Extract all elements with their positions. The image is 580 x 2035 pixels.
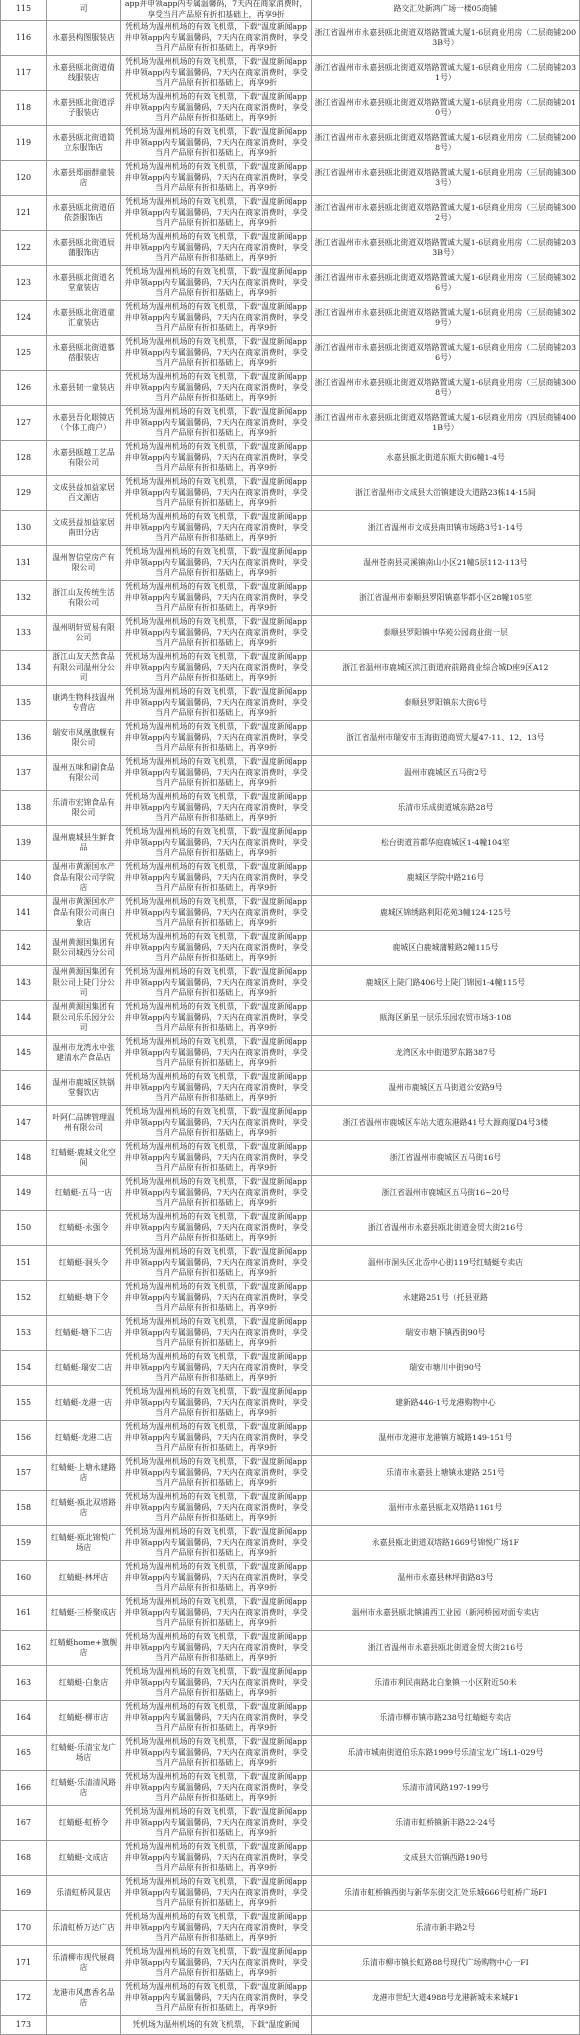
merchant-address: 浙江省温州市文成县南田镇市场路3号1-14号: [311, 511, 579, 546]
table-row: [1, 1946, 580, 1981]
table-row: [1, 441, 580, 476]
offer-text: 凭机场为温州机场的有效飞机票，下载"温度新闻app并申领app内专属温馨码，7天内在商家消费时，享受当月产品原有折扣基础上，再享9折: [121, 1491, 312, 1526]
merchant-name: 红蜻蜓-五马一店: [46, 1176, 120, 1211]
table-row: [1, 861, 580, 896]
merchant-name: 温州明轩贸易有限公司: [46, 616, 120, 651]
row-number: 154: [1, 1351, 47, 1386]
merchant-address: 浙江省温州市永嘉县瓯北街道金贸大街216号: [311, 1211, 579, 1246]
row-number: 122: [1, 231, 47, 266]
table-row-partial-top: [1, 0, 580, 21]
merchant-name: 乐清虹桥万达广店: [46, 1911, 120, 1946]
offer-text: 凭机场为温州机场的有效飞机票，下载"温度新闻app并申领app内专属温馨码，7天内在商家消费时，享受当月产品原有折扣基础上，再享9折: [121, 1666, 312, 1701]
merchant-address: 鹿城区白鹿城蒲鞋路2幢115号: [311, 931, 579, 966]
row-number: 131: [1, 546, 47, 581]
merchant-name: 红蜻蜓-上塘永建路店: [46, 1456, 120, 1491]
merchant-address: 永嘉县瓯北街道东瓯大街6幢1-4号: [311, 441, 579, 476]
table-row: [1, 196, 580, 231]
row-number: 149: [1, 1176, 47, 1211]
offer-text: 凭机场为温州机场的有效飞机票，下载"温度新闻app并申领app内专属温馨码，7天内在商家消费时，享受当月产品原有折扣基础上，再享9折: [121, 1596, 312, 1631]
row-number: 148: [1, 1141, 47, 1176]
merchant-name: 乐清虹桥风景店: [46, 1876, 120, 1911]
offer-text: 凭机场为温州机场的有效飞机票，下载"温度新闻app并申领app内专属温馨码，7天内在商家消费时，享受当月产品原有折扣基础上，再享9折: [121, 1001, 312, 1036]
merchant-address: 乐清市城南街道伯乐东路1999号乐清宝龙广场L1-029号: [311, 1736, 579, 1771]
merchant-address: 浙江省温州市鹿城区五马街16~20号: [311, 1176, 579, 1211]
merchant-name: 瑞安市凤凰旗舰有限公司: [46, 721, 120, 756]
merchant-address: 瓯海区新星一层乐乐园农贸市场3-108: [311, 1001, 579, 1036]
merchant-name: 叶阿仁品牌管理温州有限公司: [46, 1106, 120, 1141]
merchant-address: 浙江省温州市泰顺县罗阳镇嘉华都小区28幢105室: [311, 581, 579, 616]
table-row: [1, 966, 580, 1001]
merchant-name: 红蜻蜓-瓯北锦悦广场店: [46, 1526, 120, 1561]
offer-text: 凭机场为温州机场的有效飞机票，下载"温度新闻app并申领app内专属温馨码，7天内在商家消费时，享受当月产品原有折扣基础上，再享9折: [121, 1211, 312, 1246]
table-row: [1, 1141, 580, 1176]
row-number: 127: [1, 406, 47, 441]
merchant-name: 温州市龙湾永中张建清水产食品店: [46, 1036, 120, 1071]
row-number: 146: [1, 1071, 47, 1106]
merchant-address: 温州市永嘉县瓯北双塔路1161号: [311, 1491, 579, 1526]
offer-text: 凭机场为温州机场的有效飞机票，下载"温度新闻app并申领app内专属温馨码，7天内在商家消费时，享受当月产品原有折扣基础上，再享9折: [121, 1561, 312, 1596]
table-row: [1, 21, 580, 56]
table-row: [1, 91, 580, 126]
row-number: 158: [1, 1491, 47, 1526]
table-row: [1, 1281, 580, 1316]
row-number: 116: [1, 21, 47, 56]
table-row: [1, 791, 580, 826]
merchant-name: 红蜻蜓home+旗舰店: [46, 1631, 120, 1666]
row-number: 153: [1, 1316, 47, 1351]
merchant-address: 浙江省温州市永嘉县瓯北街道双塔路置诚大厦1-6层商业用房（三层商铺3008号）: [311, 371, 579, 406]
row-number: 172: [1, 1981, 47, 2016]
merchant-name: 永嘉县瓯北街道倩线服装店: [46, 56, 120, 91]
merchant-address: 乐清市虹桥镇西街与新华东街交汇处乐城666号虹桥广场FI: [311, 1876, 579, 1911]
merchant-name: 永嘉县韧一童装店: [46, 371, 120, 406]
row-number: 157: [1, 1456, 47, 1491]
table-row: [1, 651, 580, 686]
table-row: [1, 336, 580, 371]
merchant-address: 建新路446-1号龙港购物中心: [311, 1386, 579, 1421]
merchant-name: 温州智信堂房产有限公司: [46, 546, 120, 581]
offer-text: 凭机场为温州机场的有效飞机票，下载"温度新闻app并申领app内专属温馨码，7天内在商家消费时，享受当月产品原有折扣基础上，再享9折: [121, 336, 312, 371]
offer-text: 凭机场为温州机场的有效飞机票，下载"温度新闻app并申领app内专属温馨码，7天内在商家消费时，享受当月产品原有折扣基础上，再享9折: [121, 1526, 312, 1561]
offer-text: 凭机场为温州机场的有效飞机票，下载"温度新闻app并申领app内专属温馨码，7天内在商家消费时，享受当月产品原有折扣基础上，再享9折: [121, 826, 312, 861]
merchant-name: 永嘉县瓯北街道浮子服装店: [46, 91, 120, 126]
merchant-name: 温州市黄源国水产食品有限公司南白象店: [46, 896, 120, 931]
table-row: [1, 756, 580, 791]
row-number: 142: [1, 931, 47, 966]
merchant-address: 泰顺县罗阳镇东大街6号: [311, 686, 579, 721]
table-row: [1, 1386, 580, 1421]
row-number: 121: [1, 196, 47, 231]
table-row: [1, 896, 580, 931]
row-number: 161: [1, 1596, 47, 1631]
offer-text: 凭机场为温州机场的有效飞机票，下载"温度新闻app并申领app内专属温馨码，7天内在商家消费时，享受当月产品原有折扣基础上，再享9折: [121, 1421, 312, 1456]
merchant-address: 浙江省温州市永嘉县瓯北街道双塔路置诚大厦1-6层商业用房（三层商铺3029号）: [311, 301, 579, 336]
merchant-address: 温州市鹿城区五马街2号: [311, 756, 579, 791]
merchant-address: 温州市龙港市龙港镇方城路149-151号: [311, 1421, 579, 1456]
offer-text: 凭机场为温州机场的有效飞机票，下载"温度新闻app并申领app内专属温馨码，7天内在商家消费时，享受当月产品原有折扣基础上，再享9折: [121, 1841, 312, 1876]
row-number: 173: [1, 2016, 47, 2035]
merchant-name: 乐清柳市现代展商店: [46, 1946, 120, 1981]
table-row: [1, 1351, 580, 1386]
offer-text: 凭机场为温州机场的有效飞机票，下载"温度新闻app并申领app内专属温馨码，7天内在商家消费时，享受当月产品原有折扣基础上，再享9折: [121, 1351, 312, 1386]
row-number: 166: [1, 1771, 47, 1806]
offer-text: 凭机场为温州机场的有效飞机票，下载"温度新闻app并申领app内专属温馨码，7天内在商家消费时，享受当月产品原有折扣基础上，再享9折: [121, 371, 312, 406]
table-row: [1, 406, 580, 441]
table-row: [1, 721, 580, 756]
table-row: [1, 1246, 580, 1281]
table-row: [1, 126, 580, 161]
offer-text: 凭机场为温州机场的有效飞机票，下载"温度新闻app并申领app内专属温馨码，7天内在商家消费时，享受当月产品原有折扣基础上，再享9折: [121, 1911, 312, 1946]
merchant-address: 温州苍南县灵溪镇南山小区21幢5层112-113号: [311, 546, 579, 581]
table-row: [1, 1631, 580, 1666]
row-number: 119: [1, 126, 47, 161]
merchant-name: 红蜻蜓-塘下二店: [46, 1316, 120, 1351]
merchant-address: 浙江省温州市鹿城区五马街16号: [311, 1141, 579, 1176]
offer-text: 凭机场为温州机场的有效飞机票，下载"温度新闻app并申领app内专属温馨码，7天内在商家消费时，享受当月产品原有折扣基础上，再享9折: [121, 476, 312, 511]
table-row: [1, 476, 580, 511]
merchant-name: 温州黄源国集团有限公司上陡门分公司: [46, 966, 120, 1001]
merchant-name: 永嘉县郑丽群童装店: [46, 161, 120, 196]
merchant-name: 红蜻蜓-塘下令: [46, 1281, 120, 1316]
row-number: 126: [1, 371, 47, 406]
table-row: [1, 1071, 580, 1106]
table-row: [1, 161, 580, 196]
merchant-name: 红蜻蜓-龙港二店: [46, 1421, 120, 1456]
offer-text: 凭机场为温州机场的有效飞机票，下载"温度新闻app并申领app内专属温馨码，7天内在商家消费时，享受当月产品原有折扣基础上，再享9折: [121, 1981, 312, 2016]
merchant-address: 乐清市新丰路2号: [311, 1911, 579, 1946]
merchant-address: 松台街道首都华庭鹿城区1-4幢104室: [311, 826, 579, 861]
table-row: [1, 56, 580, 91]
offer-text: 凭机场为温州机场的有效飞机票，下载"温度新闻app并申领app内专属温馨码，7天内在商家消费时，享受当月产品原有折扣基础上，再享9折: [121, 56, 312, 91]
merchant-name: 红蜻蜓-瑞安二店: [46, 1351, 120, 1386]
merchant-address: 浙江省温州市永嘉县瓯北街道双塔路置诚大厦1-6层商业用房（四层商铺4001B号）: [311, 406, 579, 441]
row-number: 129: [1, 476, 47, 511]
row-number: 165: [1, 1736, 47, 1771]
merchant-name: 永嘉县瓯北街道简立东服饰店: [46, 126, 120, 161]
row-number: 128: [1, 441, 47, 476]
table-row: [1, 1491, 580, 1526]
table-row: [1, 1876, 580, 1911]
row-number: 139: [1, 826, 47, 861]
table-row: [1, 1036, 580, 1071]
table-row: [1, 266, 580, 301]
table-row: [1, 1771, 580, 1806]
offer-text: 凭机场为温州机场的有效飞机票，下载"温度新闻app并申领app内专属温馨码，7天内在商家消费时，享受当月产品原有折扣基础上，再享9折: [121, 1631, 312, 1666]
table-row: [1, 1701, 580, 1736]
table-row: [1, 301, 580, 336]
row-number: 115: [1, 0, 47, 21]
row-number: 169: [1, 1876, 47, 1911]
offer-text: 凭机场为温州机场的有效飞机票，下载"温度新闻app并申领app内专属温馨码，7天内在商家消费时，享受当月产品原有折扣基础上，再享9折: [121, 1106, 312, 1141]
merchant-name: 红蜻蜓-文成店: [46, 1841, 120, 1876]
offer-text: 凭机场为温州机场的有效飞机票，下载"温度新闻app并申领app内专属温馨码，7天内在商家消费时，享受当月产品原有折扣基础上，再享9折: [121, 301, 312, 336]
row-number: 141: [1, 896, 47, 931]
row-number: 159: [1, 1526, 47, 1561]
merchant-name: 红蜻蜓-柳市店: [46, 1701, 120, 1736]
row-number: 133: [1, 616, 47, 651]
merchant-name: 红蜻蜓-永强令: [46, 1211, 120, 1246]
merchant-table-body: [1, 0, 580, 2035]
merchant-address: 浙江省温州市永嘉县瓯北街道双塔路置诚大厦1-6层商业用房（二层商铺2033B号）: [311, 231, 579, 266]
table-row: [1, 1561, 580, 1596]
table-row: [1, 371, 580, 406]
row-number: 125: [1, 336, 47, 371]
offer-text: 凭机场为温州机场的有效飞机票，下载"温度新闻app并申领app内专属温馨码，7天内在商家消费时，享受当月产品原有折扣基础上，再享9折: [121, 231, 312, 266]
merchant-address: 温州市洞头区北岙中心街119号红蜻蜓专卖店: [311, 1246, 579, 1281]
row-number: 171: [1, 1946, 47, 1981]
merchant-name: 浙江山友天然食品有限公司温州分公司: [46, 651, 120, 686]
merchant-address: 永建路251号（托县亚路: [311, 1281, 579, 1316]
merchant-address: 泰顺县罗阳镇中华苑公园商业街一层: [311, 616, 579, 651]
merchant-name: 永嘉县瓯北街道佰依荟服饰店: [46, 196, 120, 231]
table-row: [1, 1176, 580, 1211]
merchant-name: 浙江山友传统生活有限公司: [46, 581, 120, 616]
merchant-address: 乐清市柳市镇长虹路88号现代广场购物中心一FI: [311, 1946, 579, 1981]
table-row: [1, 826, 580, 861]
table-row: [1, 231, 580, 266]
offer-text: 凭机场为温州机场的有效飞机票，下载"温度新闻app并申领app内专属温馨码，7天内在商家消费时，享受当月产品原有折扣基础上，再享9折: [121, 1036, 312, 1071]
row-number: 145: [1, 1036, 47, 1071]
offer-text: 凭机场为温州机场的有效飞机票，下载"温度新闻app并申领app内专属温馨码，7天内在商家消费时，享受当月产品原有折扣基础上，再享9折: [121, 686, 312, 721]
merchant-address: 瑞安市塘川中街90号: [311, 1351, 579, 1386]
merchant-name: 司: [46, 0, 120, 21]
row-number: 135: [1, 686, 47, 721]
offer-text: 凭机场为温州机场的有效飞机票，下载"温度新闻app并申领app内专属温馨码，7天内在商家消费时，享受当月产品原有折扣基础上，再享9折: [121, 651, 312, 686]
offer-text: 凭机场为温州机场的有效飞机票，下载"温度新闻app并申领app内专属温馨码，7天内在商家消费时，享受当月产品原有折扣基础上，再享9折: [121, 1876, 312, 1911]
merchant-address: 路交汇处新鸿广场一楼05商铺: [311, 0, 579, 21]
merchant-name: 乐清市宏锦食品有限公司: [46, 791, 120, 826]
merchant-name: 温州市黄源国水产食品有限公司学院店: [46, 861, 120, 896]
merchant-address: 乐清市清风路197-199号: [311, 1771, 579, 1806]
table-row: [1, 1736, 580, 1771]
merchant-name: 红蜻蜓-洞头令: [46, 1246, 120, 1281]
merchant-address: 浙江省温州市永嘉县瓯北街道双塔路置诚大厦1-6层商业用房（三层商铺3002号）: [311, 196, 579, 231]
merchant-address: 乐清市利民南路北白象镇一小区附近50米: [311, 1666, 579, 1701]
offer-text: 凭机场为温州机场的有效飞机票，下载"温度新闻app并申领app内专属温馨码，7天内在商家消费时，享受当月产品原有折扣基础上，再享9折: [121, 1071, 312, 1106]
row-number: 120: [1, 161, 47, 196]
row-number: 164: [1, 1701, 47, 1736]
table-row: [1, 1211, 580, 1246]
merchant-name: 文成县益加益家居百文源店: [46, 476, 120, 511]
row-number: 150: [1, 1211, 47, 1246]
row-number: 162: [1, 1631, 47, 1666]
offer-text: 凭机场为温州机场的有效飞机票，下载"温度新闻app并申领app内专属温馨码，7天内在商家消费时，享受当月产品原有折扣基础上，再享9折: [121, 91, 312, 126]
offer-text: 凭机场为温州机场的有效飞机票，下载"温度新闻app并申领app内专属温馨码，7天内在商家消费时，享受当月产品原有折扣基础上，再享9折: [121, 1246, 312, 1281]
merchant-name: 永嘉县构图服装店: [46, 21, 120, 56]
merchant-address: 浙江省温州市鹿城区滨江街道府前路商业综合城D座9区A12: [311, 651, 579, 686]
offer-text: 凭机场为温州机场的有效飞机票，下载"温度新闻app并申领app内专属温馨码，7天内在商家消费时，享受当月产品原有折扣基础上，再享9折: [121, 756, 312, 791]
merchant-address: 浙江省温州市永嘉县瓯北街道双塔路置诚大厦1-6层商业用房（三层商铺3026号）: [311, 266, 579, 301]
merchant-address: 鹿城区学院中路216号: [311, 861, 579, 896]
offer-text: 凭机场为温州机场的有效飞机票，下载"温度新闻app并申领app内专属温馨码，7天内在商家消费时，享受当月产品原有折扣基础上，再享9折: [121, 1946, 312, 1981]
merchant-name: 红蜻蜓-龙港一店: [46, 1386, 120, 1421]
merchant-address: 温州市永嘉县林坪街路83号: [311, 1561, 579, 1596]
row-number: 130: [1, 511, 47, 546]
merchant-name: 温州五味和副食品有限公司: [46, 756, 120, 791]
offer-text: 凭机场为温州机场的有效飞机票，下载"温度新闻app并申领app内专属温馨码，7天内在商家消费时，享受当月产品原有折扣基础上，再享9折: [121, 266, 312, 301]
row-number: 124: [1, 301, 47, 336]
offer-text: 凭机场为温州机场的有效飞机票，下载"温度新闻app并申领app内专属温馨码，7天内在商家消费时，享受当月产品原有折扣基础上，再享9折: [121, 1736, 312, 1771]
table-row: [1, 616, 580, 651]
row-number: 170: [1, 1911, 47, 1946]
merchant-address: 乐清市乐成街道城东路28号: [311, 791, 579, 826]
table-row: [1, 1981, 580, 2016]
row-number: 163: [1, 1666, 47, 1701]
merchant-address: 瑞安市塘下镇西街90号: [311, 1316, 579, 1351]
table-row: [1, 1596, 580, 1631]
merchant-name: 龙港市风惠香名品店: [46, 1981, 120, 2016]
table-row: [1, 1841, 580, 1876]
merchant-name: 温州市鹿城区铁锅堂餐饮店: [46, 1071, 120, 1106]
merchant-name: 红蜻蜓-瓯北双塔路店: [46, 1491, 120, 1526]
merchant-name: 永嘉县吾化眼镜店（个体工商户）: [46, 406, 120, 441]
table-row: [1, 1806, 580, 1841]
merchant-address: 温州市鹿城区五马街道公安路9号: [311, 1071, 579, 1106]
offer-text: 凭机场为温州机场的有效飞机票，下载"温度新闻app并申领app内专属温馨码，7天内在商家消费时，享受当月产品原有折扣基础上，再享9折: [121, 1771, 312, 1806]
row-number: 143: [1, 966, 47, 1001]
offer-text: 凭机场为温州机场的有效飞机票，下载"温度新闻app并申领app内专属温馨码，7天内在商家消费时，享受当月产品原有折扣基础上，再享9折: [121, 546, 312, 581]
offer-text: 凭机场为温州机场的有效飞机票，下载"温度新闻app并申领app内专属温馨码，7天内在商家消费时，享受当月产品原有折扣基础上，再享9折: [121, 616, 312, 651]
merchant-address: 浙江省温州市永嘉县瓯北街道双塔路置诚大厦1-6层商业用房（二层商铺2010号）: [311, 91, 579, 126]
offer-text: 凭机场为温州机场的有效飞机票，下载"温度新闻app并申领app内专属温馨码，7天内在商家消费时，享受当月产品原有折扣基础上，再享9折: [121, 791, 312, 826]
merchant-address: 浙江省温州市瑞安市玉海街道商贸大厦47-11、12、13号: [311, 721, 579, 756]
row-number: 151: [1, 1246, 47, 1281]
merchant-address: 浙江省温州市永嘉县瓯北街道双塔路置诚大厦1-6层商业用房（三层商铺3003号）: [311, 161, 579, 196]
merchant-address: 永嘉县瓯北街道双塔路1669号锦悦广场1F: [311, 1526, 579, 1561]
merchant-address: 浙江省温州市永嘉县瓯北街道金贸大街216号: [311, 1631, 579, 1666]
merchant-address: 乐清市虹桥镇新丰路22-24号: [311, 1806, 579, 1841]
table-row: [1, 1316, 580, 1351]
row-number: 137: [1, 756, 47, 791]
merchant-address: 乐清市柳市镇市路238号红蜻蜓专卖店: [311, 1701, 579, 1736]
table-row-partial-bottom: [1, 2016, 580, 2035]
merchant-name: 温州黄源国集团有限公司乐乐园分公司: [46, 1001, 120, 1036]
merchant-name: 红蜻蜓-三桥聚成店: [46, 1596, 120, 1631]
merchant-name: 永嘉县瓯北街道辰蒲服饰店: [46, 231, 120, 266]
offer-text: 凭机场为温州机场的有效飞机票，下载"温度新闻app并申领app内专属温馨码，7天内在商家消费时，享受当月产品原有折扣基础上，再享9折: [121, 1141, 312, 1176]
merchant-name: 红蜻蜓-白象店: [46, 1666, 120, 1701]
offer-text: 凭机场为温州机场的有效飞机票，下载"温度新闻app并申领app内专属温馨码，7天内在商家消费时，享受当月产品原有折扣基础上，再享9折: [121, 161, 312, 196]
row-number: 132: [1, 581, 47, 616]
row-number: 168: [1, 1841, 47, 1876]
table-row: [1, 511, 580, 546]
offer-text: 凭机场为温州机场的有效飞机票，下载"温度新闻app并申领app内专属温馨码，7天内在商家消费时，享受当月产品原有折扣基础上，再享9折: [121, 1701, 312, 1736]
table-row: [1, 686, 580, 721]
offer-text: 凭机场为温州机场的有效飞机票，下载"温度新闻app并申领app内专属温馨码，7天内在商家消费时，享受当月产品原有折扣基础上，再享9折: [121, 126, 312, 161]
table-row: [1, 1666, 580, 1701]
offer-text: 凭机场为温州机场的有效飞机票，下载"温度新闻app并申领app内专属温馨码，7天内在商家消费时，享受当月产品原有折扣基础上，再享9折: [121, 406, 312, 441]
merchant-address: 龙港市世纪大道4988号龙港新城未来城F1: [311, 1981, 579, 2016]
merchant-name: 永嘉县瓯越工艺品有限公司: [46, 441, 120, 476]
offer-text: 凭机场为温州机场的有效飞机票，下载"温度新闻app并申领app内专属温馨码，7天内在商家消费时，享受当月产品原有折扣基础上，再享9折: [121, 721, 312, 756]
table-row: [1, 931, 580, 966]
merchant-name: 文成县益加益家居南田分店: [46, 511, 120, 546]
merchant-name: 红蜻蜓·鹿城文化空间: [46, 1141, 120, 1176]
offer-text: 凭机场为温州机场的有效飞机票，下载"温度新闻app并申领app内专属温馨码，7天内在商家消费时，享受当月产品原有折扣基础上，再享9折: [121, 581, 312, 616]
table-row: [1, 1001, 580, 1036]
offer-text: 凭机场为温州机场的有效飞机票，下载"温度新闻app并申领app内专属温馨码，7天内在商家消费时，享受当月产品原有折扣基础上，再享9折: [121, 1456, 312, 1491]
merchant-address: 龙湾区永中街道罗东路387号: [311, 1036, 579, 1071]
offer-text: 凭机场为温州机场的有效飞机票，下载"温度新闻app并申领app内专属温馨码，7天内在商家消费时，享受当月产品原有折扣基础上，再享9折: [121, 1176, 312, 1211]
row-number: 134: [1, 651, 47, 686]
offer-text: 凭机场为温州机场的有效飞机票，下载"温度新闻app并申领app内专属温馨码，7天内在商家消费时，享受当月产品原有折扣基础上，再享9折: [121, 896, 312, 931]
table-row: [1, 1106, 580, 1141]
merchant-name: 温州黄源国集团有限公司城西分公司: [46, 931, 120, 966]
offer-text: 凭机场为温州机场的有效飞机票，下载"温度新闻app并申领app内专属温馨码，7天内在商家消费时，享受当月产品原有折扣基础上，再享9折: [121, 1281, 312, 1316]
table-row: [1, 1456, 580, 1491]
merchant-name: [46, 2016, 120, 2035]
offer-text: 凭机场为温州机场的有效飞机票，下载"温度新闻app并申领app内专属温馨码，7天内在商家消费时，享受当月产品原有折扣基础上，再享9折: [121, 931, 312, 966]
merchant-address: [311, 2016, 579, 2035]
merchant-name: 温州鹿城县生鲜食品: [46, 826, 120, 861]
row-number: 118: [1, 91, 47, 126]
merchant-name: 永嘉县瓯北街道名堂童装店: [46, 266, 120, 301]
merchant-address: 温州市永嘉县瓯北镇浦西工业园（新河桥园对面专卖店: [311, 1596, 579, 1631]
row-number: 136: [1, 721, 47, 756]
merchant-name: 康鸿生物科技温州专营店: [46, 686, 120, 721]
table-row: [1, 546, 580, 581]
row-number: 140: [1, 861, 47, 896]
table-row: [1, 1911, 580, 1946]
offer-text: 凭机场为温州机场的有效飞机票，下载"温度新闻app并申领app内专属温馨码，7天内在商家消费时，享受当月产品原有折扣基础上，再享9折: [121, 511, 312, 546]
merchant-name: 红蜻蜓-林坪店: [46, 1561, 120, 1596]
merchant-address: 浙江省温州市文成县大峃镇建设大道路23栋14-15间: [311, 476, 579, 511]
row-number: 138: [1, 791, 47, 826]
merchant-name: 红蜻蜓-乐清宝龙广场店: [46, 1736, 120, 1771]
offer-text: 凭机场为温州机场的有效飞机票，下载"温度新闻app并申领app内专属温馨码，7天内在商家消费时，享受当月产品原有折扣基础上，再享9折: [121, 21, 312, 56]
offer-text: 凭机场为温州机场的有效飞机票，下载"温度新闻app并申领app内专属温馨码，7天内在商家消费时，享受当月产品原有折扣基础上，再享9折: [121, 441, 312, 476]
merchant-address: 浙江省温州市永嘉县瓯北街道双塔路置诚大厦1-6层商业用房（二层商铺2031号）: [311, 56, 579, 91]
merchant-address: 浙江省温州市永嘉县瓯北街道双塔路置诚大厦1-6层商业用房（二层商铺2008号）: [311, 126, 579, 161]
offer-text: 凭机场为温州机场的有效飞机票，下载"温度新闻app并申领app内专属温馨码，7天内在商家消费时，享受当月产品原有折扣基础上，再享9折: [121, 196, 312, 231]
row-number: 156: [1, 1421, 47, 1456]
offer-text: 凭机场为温州机场的有效飞机票，下载"温度新闻app并申领app内专属温馨码，7天内在商家消费时，享受当月产品原有折扣基础上，再享9折: [121, 1316, 312, 1351]
merchant-address: 文成县大峃镇西路190号: [311, 1841, 579, 1876]
offer-text: app并申领app内专属温馨码，7天内在商家消费时，享受当月产品原有折扣基础上，再享9折: [121, 0, 312, 21]
row-number: 123: [1, 266, 47, 301]
offer-text: 凭机场为温州机场的有效飞机票，下载"温度新闻app并申领app内专属温馨码，7天内在商家消费时，享受当月产品原有折扣基础上，再享9折: [121, 1806, 312, 1841]
table-row: [1, 1526, 580, 1561]
row-number: 155: [1, 1386, 47, 1421]
row-number: 160: [1, 1561, 47, 1596]
merchant-address: 浙江省温州市永嘉县瓯北街道双塔路置诚大厦1-6层商业用房（二层商铺2003B号）: [311, 21, 579, 56]
offer-text: 凭机场为温州机场的有效飞机票，下载"温度新闻: [121, 2016, 312, 2035]
merchant-address: 浙江省温州市鹿城区车站大道东港路41号大源商厦D4号3楼: [311, 1106, 579, 1141]
merchant-address: 浙江省温州市永嘉县瓯北街道双塔路置诚大厦1-6层商业用房（二层商铺2036号）: [311, 336, 579, 371]
row-number: 144: [1, 1001, 47, 1036]
merchant-address: 乐清市永嘉县上塘镇永建路 251号: [311, 1456, 579, 1491]
merchant-name: 红蜻蜓-乐清清风路店: [46, 1771, 120, 1806]
offer-text: 凭机场为温州机场的有效飞机票，下载"温度新闻app并申领app内专属温馨码，7天内在商家消费时，享受当月产品原有折扣基础上，再享9折: [121, 861, 312, 896]
merchant-name: 红蜻蜓-虹桥令: [46, 1806, 120, 1841]
row-number: 167: [1, 1806, 47, 1841]
merchant-address: 鹿城区上陡门路406号上陡门锦园1-4幢115号: [311, 966, 579, 1001]
merchant-name: 永嘉县瓯北街道慕蓓服装店: [46, 336, 120, 371]
offer-text: 凭机场为温州机场的有效飞机票，下载"温度新闻app并申领app内专属温馨码，7天内在商家消费时，享受当月产品原有折扣基础上，再享9折: [121, 966, 312, 1001]
merchant-address: 鹿城区锦绣路利阳花苑3幢124-125号: [311, 896, 579, 931]
row-number: 152: [1, 1281, 47, 1316]
row-number: 147: [1, 1106, 47, 1141]
table-row: [1, 581, 580, 616]
merchant-name: 永嘉县瓯北街道童汇童装店: [46, 301, 120, 336]
offer-text: 凭机场为温州机场的有效飞机票，下载"温度新闻app并申领app内专属温馨码，7天内在商家消费时，享受当月产品原有折扣基础上，再享9折: [121, 1386, 312, 1421]
row-number: 117: [1, 56, 47, 91]
table-row: [1, 1421, 580, 1456]
